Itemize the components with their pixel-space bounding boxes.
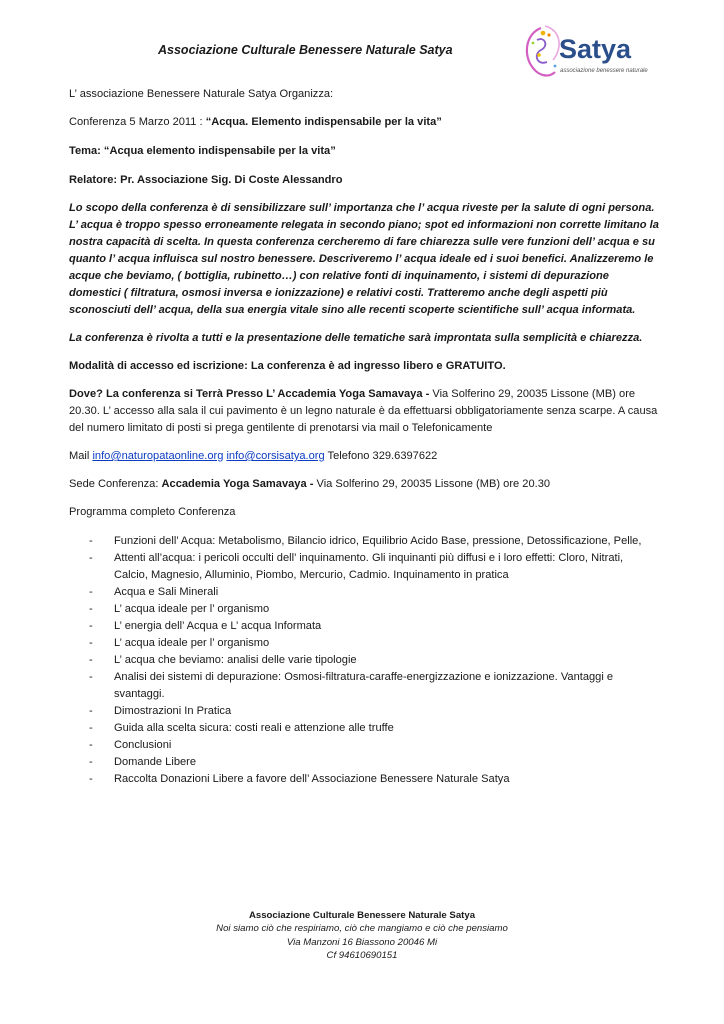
email-link-corsisatya[interactable]: info@corsisatya.org [226,450,325,462]
program-item-text: Funzioni dell’ Acqua: Metabolismo, Bilancio idrico, Equilibrio Acido Base, pressione, Detossificazione, Pelle, [114,535,642,547]
sede-venue: Accademia Yoga Samavaya - [161,478,317,490]
footer-name: Associazione Culturale Benessere Naturale Satya [248,910,476,921]
program-item-text: Analisi dei sistemi di depurazione: Osmosi-filtratura-caraffe-energizzazione e ionizzazione. Vantaggi e svantaggi. [114,671,614,700]
sede-address: Via Solferino 29, 20035 Lissone (MB) ore 20.30 [316,478,551,490]
dove-heading: Dove? La conferenza si Terrà Presso L’ Accademia Yoga Samavaya - [69,388,433,400]
program-item-text: Domande Libere [114,756,197,768]
footer-cf: Cf 94610690151 [326,950,398,962]
program-item-text: L’ acqua ideale per l’ organismo [114,637,270,649]
program-list [69,533,659,788]
program-item [69,754,659,771]
program-item-text: L’ acqua che beviamo: analisi delle varie tipologie [114,654,357,666]
program-item [69,533,659,550]
program-item-text: Acqua e Sali Minerali [114,586,219,598]
email-link-naturopata[interactable]: info@naturopataonline.org [92,450,224,462]
contact-line [69,448,659,465]
bullet-dash: - [89,756,93,768]
program-item [69,720,659,737]
program-item [69,550,659,584]
conference-line [69,114,659,131]
bullet-dash: - [89,671,93,683]
program-item [69,618,659,635]
program-title: Programma completo Conferenza [69,506,236,518]
scope-paragraph: Lo scopo della conferenza è di sensibilizzare sull’ importanza che l’ acqua riveste per la salute di ogni persona. L’ acqua è troppo spesso erroneamente relegata in secondo piano; spot ed informazioni non corrette limitano la nostra capacità di scelta. In questa conferenza cercheremo di fare chiarezza sulle vere funzioni dell’ acqua e su quanto l’ acqua influisca sul nostro benessere. Descriveremo l’ acqua ideale ed i suoi benefici. Analizzeremo le acque che beviamo, ( bottiglia, rubinetto…) con relative fonti di inquinamento, i sistemi di depurazione domestici ( filtratura, osmosi inversa e ionizzazione) e relativi costi. Tratteremo anche degli aspetti più sconosciuti dell’ acqua, della sua energia vitale sino alle recenti scoperte scientifiche sull’ acqua informata. [69,202,659,316]
audience-paragraph: La conferenza è rivolta a tutti e la presentazione delle tematiche sarà improntata sulla semplicità e chiarezza. [69,332,643,344]
program-item [69,771,659,788]
program-item-text: L’ acqua ideale per l’ organismo [114,603,270,615]
relatore-line: Relatore: Pr. Associazione Sig. Di Coste Alessandro [69,174,343,186]
logo-subtitle: associazione benessere naturale [560,68,648,74]
bullet-dash: - [89,705,93,717]
bullet-dash: - [89,637,93,649]
program-item-text: Conclusioni [114,739,172,751]
bullet-dash: - [89,654,93,666]
header-title: Associazione Culturale Benessere Naturale Satya [158,43,453,57]
tema-line: Tema: “Acqua elemento indispensabile per la vita” [69,145,336,157]
program-item-text: L’ energia dell’ Acqua e L’ acqua Informata [114,620,322,632]
document-body [69,86,659,788]
program-item-text: Raccolta Donazioni Libere a favore dell’ Associazione Benessere Naturale Satya [114,773,510,785]
bullet-dash: - [89,552,93,564]
bullet-dash: - [89,535,93,547]
program-item [69,652,659,669]
program-item [69,737,659,754]
logo-graphic [519,22,649,84]
bullet-dash: - [89,722,93,734]
program-item [69,584,659,601]
bullet-dash: - [89,603,93,615]
satya-logo [519,22,649,84]
footer-motto: Noi siamo ciò che respiriamo, ciò che mangiamo e ciò che pensiamo [216,923,508,935]
bullet-dash: - [89,586,93,598]
program-item [69,669,659,703]
program-item-text: Dimostrazioni In Pratica [114,705,232,717]
program-item-text: Guida alla scelta sicura: costi reali e attenzione alle truffe [114,722,394,734]
bullet-dash: - [89,620,93,632]
conference-prefix: Conferenza 5 Marzo 2011 : [69,116,206,128]
logo-text: Satya [559,34,632,64]
phone-text: Telefono 329.6397622 [324,450,438,462]
sede-label: Sede Conferenza: [69,478,162,490]
intro-text: L’ associazione Benessere Naturale Satya Organizza: [69,88,334,100]
bullet-dash: - [89,773,93,785]
dove-paragraph [69,386,659,437]
access-paragraph: Modalità di accesso ed iscrizione: La conferenza è ad ingresso libero e GRATUITO. [69,360,506,372]
mail-label: Mail [69,450,93,462]
program-item [69,703,659,720]
program-item [69,601,659,618]
footer-address: Via Manzoni 16 Biassono 20046 Mi [286,936,438,948]
program-item [69,635,659,652]
dove-text: Via Solferino 29, 20035 Lissone (MB) ore 20.30. L’ accesso alla sala il cui pavimento è un legno naturale è da effettuarsi obbligatoriamente senza scarpe. A causa del numero limitato di posti si prega gentilente di prenotarsi via mail o Telefonicamente [69,388,658,434]
program-item-text: Attenti all’acqua: i pericoli occulti dell’ inquinamento. Gli inquinanti più diffusi e i loro effetti: Cloro, Nitrati, Calcio, Magnesio, Alluminio, Piombo, Mercurio, Cadmio. Inquinamento in pratica [114,552,624,581]
conference-title: “Acqua. Elemento indispensabile per la vita” [205,116,442,128]
bullet-dash: - [89,739,93,751]
sede-line [69,476,659,493]
footer [0,909,724,963]
